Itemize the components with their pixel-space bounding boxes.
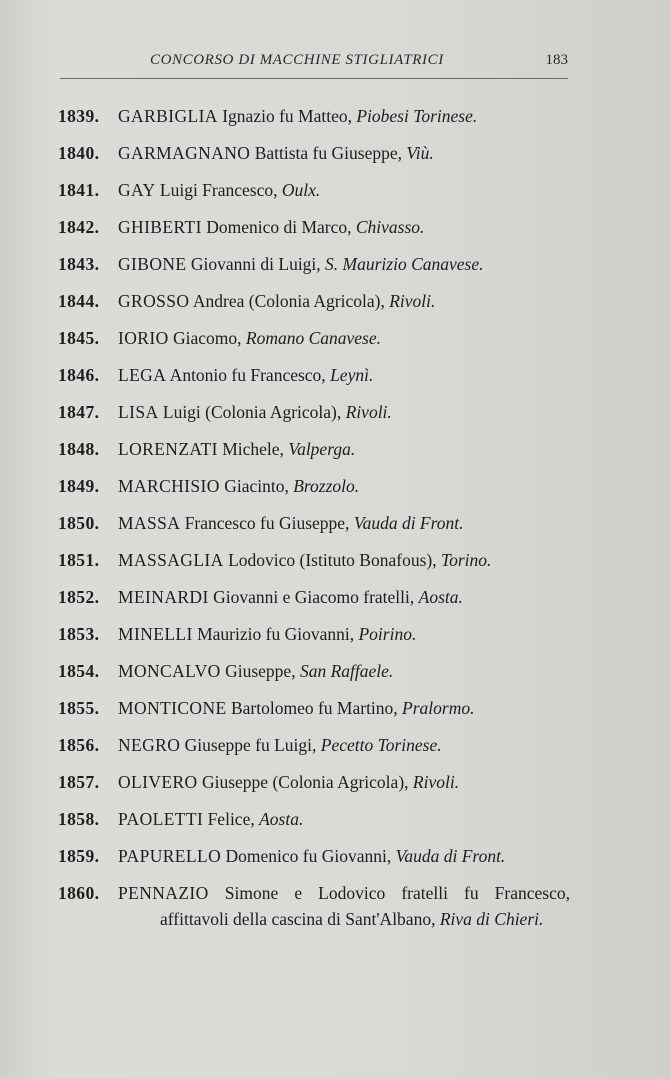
entry-surname: LORENZATI	[118, 439, 218, 459]
entry-details: Giuseppe,	[220, 661, 300, 681]
entry-place: Riva di Chieri.	[439, 909, 544, 929]
entry-surname: MEINARDI	[118, 587, 209, 607]
entry-number: 1856.	[58, 735, 100, 755]
entry-text	[118, 584, 463, 610]
entry-number: 1847.	[58, 402, 100, 422]
list-item	[58, 433, 578, 470]
entry-surname: GROSSO	[118, 291, 190, 311]
entry-number: 1858.	[58, 809, 100, 829]
list-item	[58, 470, 578, 507]
entry-text	[118, 103, 477, 129]
entry-text	[118, 214, 424, 240]
entry-number: 1859.	[58, 846, 100, 866]
list-item	[58, 285, 578, 322]
list-item	[58, 655, 578, 692]
entry-number: 1854.	[58, 661, 100, 681]
entry-text	[118, 806, 303, 832]
entry-surname: GARMAGNANO	[118, 143, 251, 163]
entry-text	[118, 325, 381, 351]
list-item	[58, 877, 578, 967]
entry-place: Vauda di Front.	[395, 846, 506, 866]
entry-number: 1848.	[58, 439, 100, 459]
entry-details: Andrea (Colonia Agricola),	[189, 291, 390, 311]
entry-number: 1851.	[58, 550, 100, 570]
entry-text	[118, 769, 459, 795]
entry-number: 1852.	[58, 587, 100, 607]
entry-place: Rivoli.	[345, 402, 392, 422]
list-item	[58, 766, 578, 803]
entry-details: Antonio fu Francesco,	[166, 365, 331, 385]
list-item	[58, 803, 578, 840]
entry-details: Ignazio fu Matteo,	[217, 106, 357, 126]
list-item	[58, 618, 578, 655]
entry-number: 1853.	[58, 624, 100, 644]
entry-place: Aosta.	[259, 809, 304, 829]
entry-text	[118, 251, 484, 277]
entry-surname: IORIO	[118, 328, 169, 348]
entry-number: 1857.	[58, 772, 100, 792]
entry-place: Brozzolo.	[293, 476, 360, 496]
entry-details: Giovanni di Luigi,	[186, 254, 326, 274]
entry-surname: LISA	[118, 402, 159, 422]
entry-place: S. Maurizio Canavese.	[325, 254, 484, 274]
entry-number: 1841.	[58, 180, 100, 200]
entry-text	[118, 399, 392, 425]
list-item	[58, 507, 578, 544]
entry-surname: NEGRO	[118, 735, 181, 755]
entry-place: Piobesi Torinese.	[356, 106, 478, 126]
entry-details: Felice,	[203, 809, 260, 829]
entry-text	[118, 436, 355, 462]
entry-text	[118, 140, 434, 166]
entry-details: Giovanni e Giacomo fratelli,	[208, 587, 419, 607]
entry-place: Aosta.	[418, 587, 463, 607]
running-title: CONCORSO DI MACCHINE STIGLIATRICI	[150, 52, 444, 68]
entry-details: Giuseppe fu Luigi,	[180, 735, 321, 755]
entry-place: Valperga.	[288, 439, 356, 459]
entry-details: Battista fu Giuseppe,	[250, 143, 407, 163]
entry-surname: MONCALVO	[118, 661, 221, 681]
entry-details: Lodovico (Istituto Bonafous),	[223, 550, 441, 570]
entry-surname: PAPURELLO	[118, 846, 222, 866]
entry-details: Luigi (Colonia Agricola),	[158, 402, 346, 422]
entry-place: Rivoli.	[389, 291, 436, 311]
entry-surname: GARBIGLIA	[118, 106, 218, 126]
entry-number: 1842.	[58, 217, 100, 237]
list-item	[58, 174, 578, 211]
entry-text	[118, 843, 505, 869]
entry-text	[118, 177, 320, 203]
entry-text	[118, 621, 416, 647]
list-item	[58, 248, 578, 285]
entry-surname: GAY	[118, 180, 156, 200]
entry-surname: PAOLETTI	[118, 809, 204, 829]
entry-text	[118, 880, 570, 932]
entry-details: Domenico fu Giovanni,	[221, 846, 396, 866]
entry-surname: MASSAGLIA	[118, 550, 224, 570]
entry-details: Giacinto,	[219, 476, 294, 496]
entry-text	[118, 732, 442, 758]
entry-text	[118, 547, 491, 573]
entry-place: Pecetto Torinese.	[320, 735, 442, 755]
entry-text	[118, 695, 474, 721]
entry-number: 1846.	[58, 365, 100, 385]
entry-surname: GIBONE	[118, 254, 187, 274]
entry-details: Maurizio fu Giovanni,	[192, 624, 359, 644]
entry-number: 1855.	[58, 698, 100, 718]
entry-details: Domenico di Marco,	[201, 217, 356, 237]
entry-place: San Raffaele.	[299, 661, 394, 681]
entry-place: Leynì.	[330, 365, 374, 385]
page-number: 183	[545, 52, 568, 68]
list-item	[58, 322, 578, 359]
entry-number: 1860.	[58, 883, 100, 903]
entry-surname: GHIBERTI	[118, 217, 202, 237]
list-item	[58, 396, 578, 433]
entry-surname: LEGA	[118, 365, 167, 385]
entry-number: 1843.	[58, 254, 100, 274]
entry-text	[118, 288, 435, 314]
list-item	[58, 544, 578, 581]
page-header	[60, 50, 568, 72]
entry-text	[118, 658, 393, 684]
entry-place: Poirino.	[358, 624, 417, 644]
entry-place: Viù.	[406, 143, 434, 163]
entry-details: Michele,	[217, 439, 289, 459]
entry-text	[118, 510, 464, 536]
header-rule	[60, 78, 568, 79]
entry-number: 1844.	[58, 291, 100, 311]
entry-details: Luigi Francesco,	[155, 180, 282, 200]
entry-place: Oulx.	[281, 180, 321, 200]
list-item	[58, 692, 578, 729]
entry-details: Giuseppe (Colonia Agricola),	[197, 772, 413, 792]
entry-number: 1849.	[58, 476, 100, 496]
entry-place: Vauda di Front.	[353, 513, 464, 533]
entry-place: Romano Canavese.	[245, 328, 382, 348]
entry-number: 1840.	[58, 143, 100, 163]
entry-place: Torino.	[440, 550, 492, 570]
entry-surname: MARCHISIO	[118, 476, 220, 496]
entry-details: Francesco fu Giuseppe,	[180, 513, 354, 533]
list-item	[58, 359, 578, 396]
entry-surname: MASSA	[118, 513, 181, 533]
list-item	[58, 729, 578, 766]
entry-place: Rivoli.	[412, 772, 460, 792]
list-item	[58, 137, 578, 174]
entry-place: Chivasso.	[355, 217, 425, 237]
entry-number: 1850.	[58, 513, 100, 533]
entry-surname: OLIVERO	[118, 772, 198, 792]
entry-list	[58, 100, 578, 967]
entry-number: 1839.	[58, 106, 100, 126]
entry-details: Giacomo,	[168, 328, 246, 348]
entry-number: 1845.	[58, 328, 100, 348]
list-item	[58, 840, 578, 877]
entry-details: Bartolomeo fu Martino,	[226, 698, 403, 718]
entry-place: Pralormo.	[402, 698, 475, 718]
entry-details: Simone e Lodovico fratelli fu Francesco, affittavoli della cascina di Sant'Albano,	[160, 883, 570, 929]
list-item	[58, 211, 578, 248]
entry-text	[118, 362, 373, 388]
list-item	[58, 581, 578, 618]
entry-surname: MINELLI	[118, 624, 193, 644]
entry-text	[118, 473, 359, 499]
entry-surname: MONTICONE	[118, 698, 227, 718]
entry-surname: PENNAZIO	[118, 883, 209, 903]
list-item	[58, 100, 578, 137]
